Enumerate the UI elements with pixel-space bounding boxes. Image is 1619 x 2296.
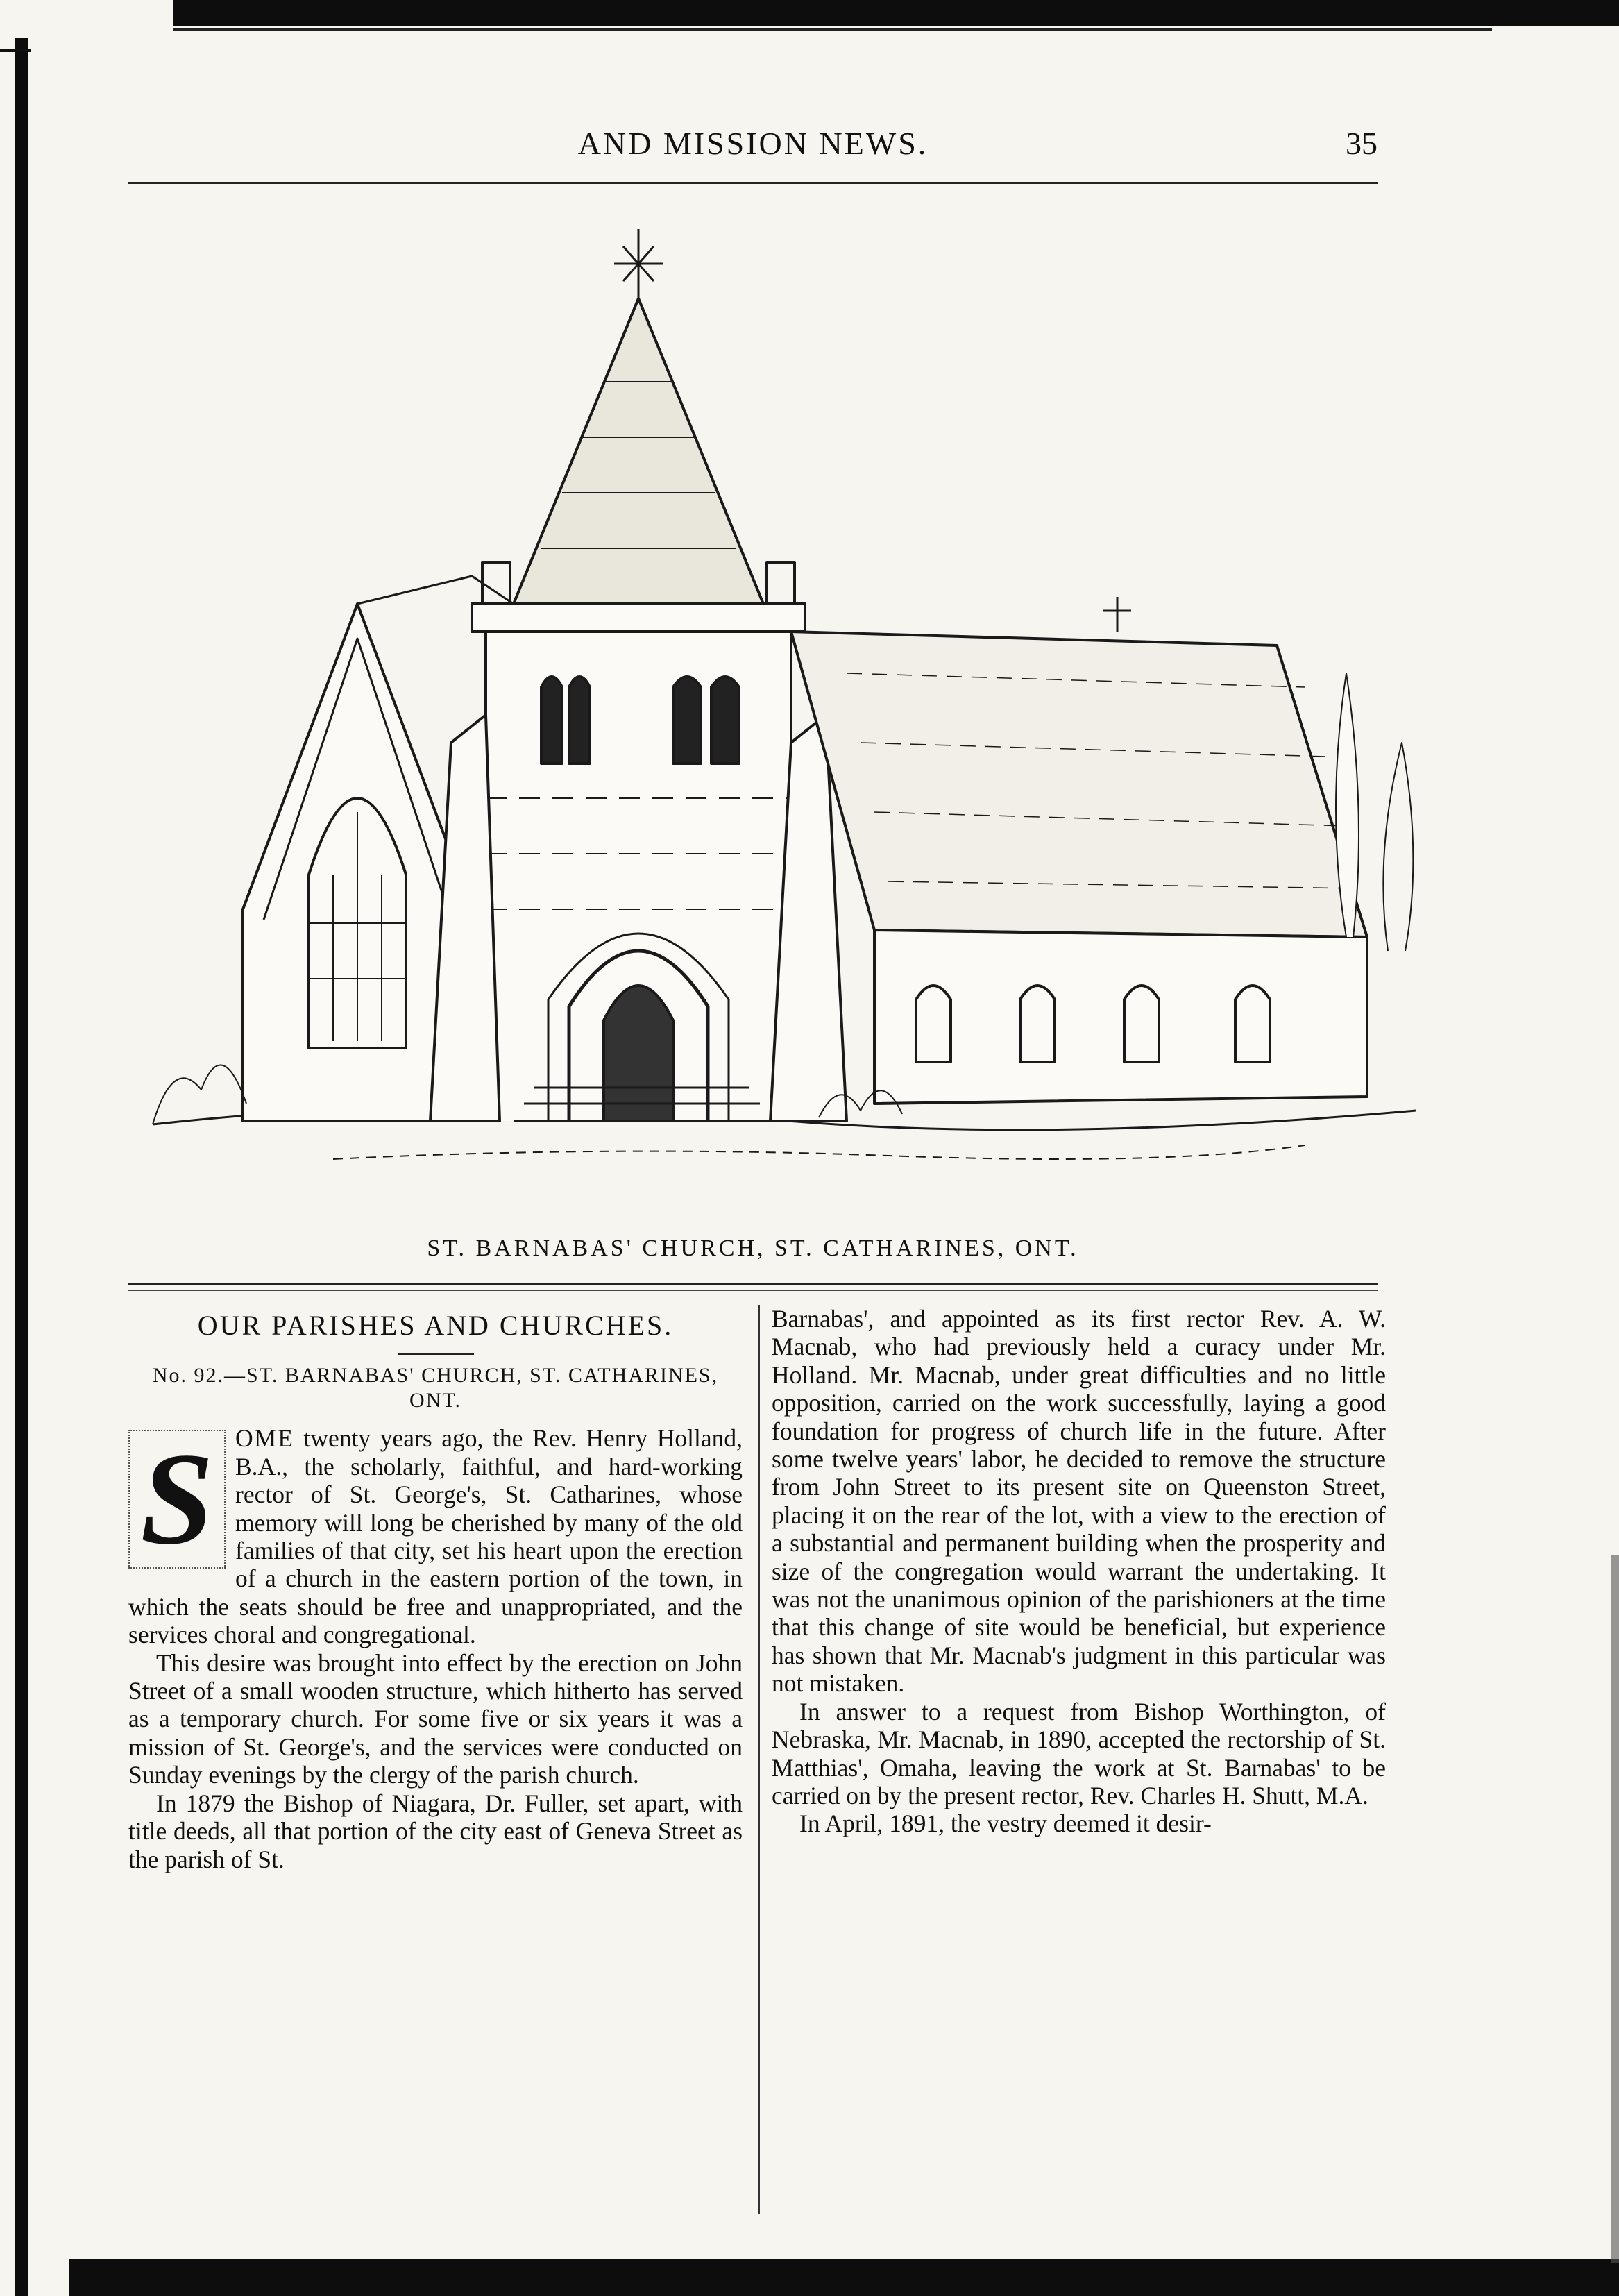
church-illustration-svg: [125, 187, 1423, 1215]
article-paragraph-3: In 1879 the Bishop of Niagara, Dr. Fuller, set apart, with title deeds, all that portion of the city east of Geneva Street as the parish of St.: [128, 1789, 743, 1873]
section-rule: [398, 1353, 474, 1355]
section-title: OUR PARISHES AND CHURCHES.: [197, 1310, 674, 1341]
scan-border-top: [173, 0, 1619, 26]
article-column-right: [772, 1305, 1386, 1838]
caption-rule-secondary: [128, 1290, 1378, 1291]
header-rule: [128, 182, 1378, 184]
column-divider: [758, 1305, 760, 2214]
article-paragraph-1: [128, 1424, 743, 1648]
drop-cap: S: [128, 1430, 226, 1569]
first-word: OME: [235, 1424, 294, 1453]
article-paragraph-5: In answer to a request from Bishop Worthington, of Nebraska, Mr. Macnab, in 1890, accepted the rectorship of St. Matthias', Omaha, leaving the work at St. Barnabas' to be carried on by the present rector, Rev. Charles H. Shutt, M.A.: [772, 1697, 1386, 1809]
page-header: [128, 125, 1378, 180]
scan-border-left-tick: [0, 49, 31, 52]
church-engraving-illustration: [125, 187, 1423, 1215]
figure-caption: ST. BARNABAS' CHURCH, ST. CATHARINES, ONT.: [427, 1235, 1079, 1261]
article-column-left: [128, 1305, 743, 1873]
article-heading: No. 92.—ST. BARNABAS' CHURCH, ST. CATHARINES, ONT.: [152, 1364, 719, 1412]
article-paragraph-6: In April, 1891, the vestry deemed it desir-: [799, 1809, 1212, 1838]
paragraph-1-text: twenty years ago, the Rev. Henry Holland, B.A., the scholarly, faithful, and hard-working rector of St. George's, St. Catharines, whose memory will long be cherished by many of the old families of that city, set his heart upon the erection of a church in the eastern portion of the town, in which the seats should be free and unappropriated, and the services choral and congregational.: [128, 1424, 743, 1649]
scan-border-left: [15, 38, 28, 2296]
scan-border-top-line: [173, 28, 1492, 31]
scan-border-right: [1611, 1555, 1619, 2263]
caption-rule: [128, 1283, 1378, 1285]
page-number: 35: [1346, 126, 1378, 161]
scan-border-bottom: [69, 2259, 1619, 2296]
running-title: AND MISSION NEWS.: [577, 126, 929, 161]
article-paragraph-4: Barnabas', and appointed as its first rector Rev. A. W. Macnab, who had previously held a curacy under Mr. Holland. Mr. Macnab, under great difficulties and no little opposition, carried on the work successfully, laying a good foundation for progress of church life in the future. After some twelve years' labor, he decided to remove the structure from John Street to its present site on Queenston Street, placing it on the rear of the lot, with a view to the erection of a substantial and permanent building when the prosperity and size of the congregation would warrant the undertaking. It was not the unanimous opinion of the parishioners at the time that this change of site would be beneficial, but experience has shown that Mr. Macnab's judgment in this particular was not mistaken.: [772, 1305, 1386, 1698]
article-paragraph-2: This desire was brought into effect by the erection on John Street of a small wooden structure, which hitherto has served as a temporary church. For some five or six years it was a mission of St. George's, and the services were conducted on Sunday evenings by the clergy of the parish church.: [128, 1648, 743, 1789]
